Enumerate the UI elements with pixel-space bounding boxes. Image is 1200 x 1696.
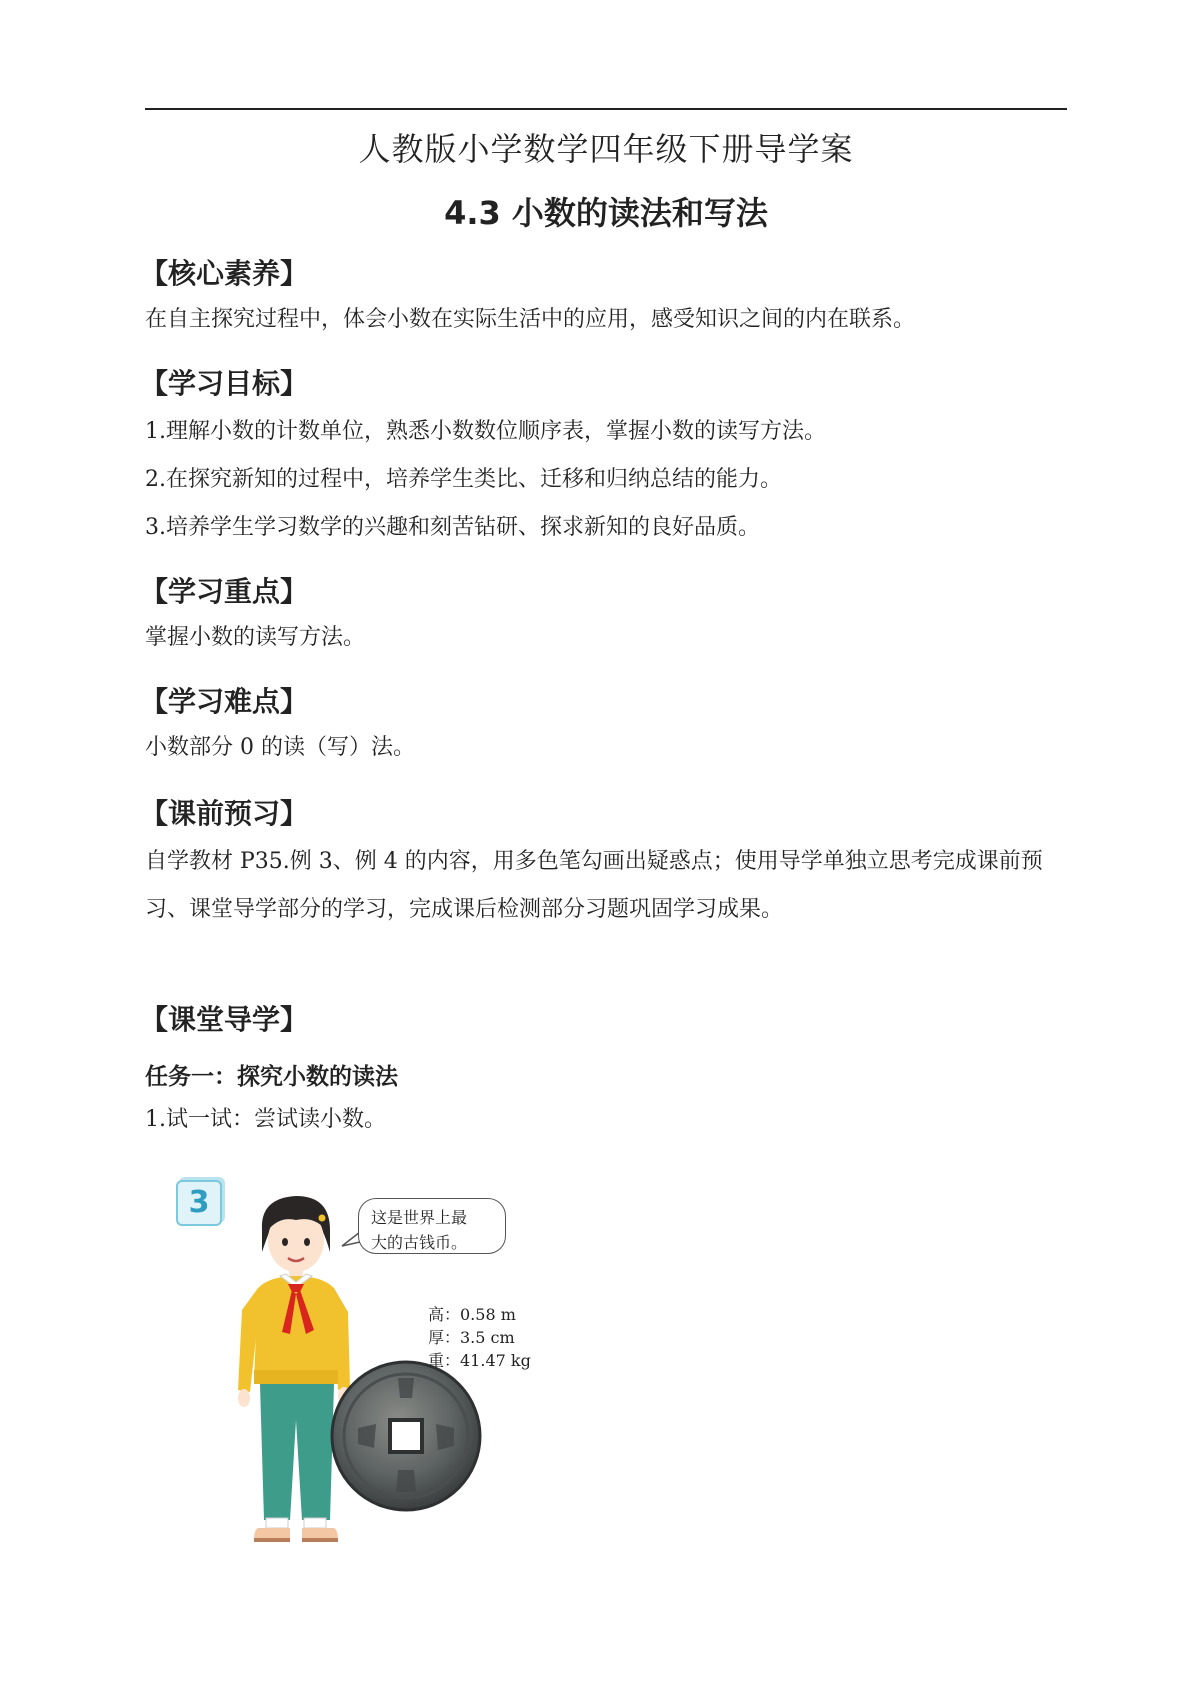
- spec-thickness: 厚：3.5 cm: [428, 1328, 515, 1347]
- ancient-coin-image: [328, 1358, 484, 1514]
- goal-item-3: 3.培养学生学习数学的兴趣和刻苦钻研、探求新知的良好品质。: [145, 515, 760, 540]
- key-point-text: 掌握小数的读写方法。: [145, 625, 366, 650]
- spec-weight: 重：41.47 kg: [428, 1351, 531, 1370]
- core-text: 在自主探究过程中，体会小数在实际生活中的应用，感受知识之间的内在联系。: [145, 307, 916, 332]
- section-heading-goals: 【学习目标】: [140, 367, 309, 400]
- task-one-item: 1.试一试：尝试读小数。: [145, 1107, 386, 1132]
- section-heading-preview: 【课前预习】: [140, 797, 309, 830]
- difficulty-text: 小数部分 0 的读（写）法。: [145, 735, 415, 760]
- header-rule: [145, 108, 1067, 110]
- lesson-title: 4.3 小数的读法和写法: [444, 194, 768, 232]
- document-title: 人教版小学数学四年级下册导学案: [358, 130, 854, 168]
- goal-item-1: 1.理解小数的计数单位，熟悉小数数位顺序表，掌握小数的读写方法。: [145, 419, 826, 444]
- speech-bubble: [358, 1198, 506, 1254]
- section-heading-core: 【核心素养】: [140, 257, 309, 290]
- example-number-badge: 3: [176, 1180, 222, 1226]
- coin-specs: [428, 1303, 531, 1372]
- section-heading-difficulty: 【学习难点】: [140, 685, 309, 718]
- section-heading-key-point: 【学习重点】: [140, 575, 309, 608]
- task-one-title: 任务一：探究小数的读法: [145, 1064, 398, 1090]
- spec-height: 高：0.58 m: [428, 1305, 516, 1324]
- section-heading-classroom: 【课堂导学】: [140, 1003, 309, 1036]
- example-figure: [170, 1180, 570, 1550]
- goal-item-2: 2.在探究新知的过程中，培养学生类比、迁移和归纳总结的能力。: [145, 467, 782, 492]
- speech-line-2: 大的古钱币。: [371, 1233, 468, 1252]
- preview-text: 自学教材 P35.例 3、例 4 的内容，用多色笔勾画出疑惑点；使用导学单独立思考完成课前预习、课堂导学部分的学习，完成课后检测部分习题巩固学习成果。: [145, 849, 1043, 922]
- speech-line-1: 这是世界上最: [371, 1208, 468, 1227]
